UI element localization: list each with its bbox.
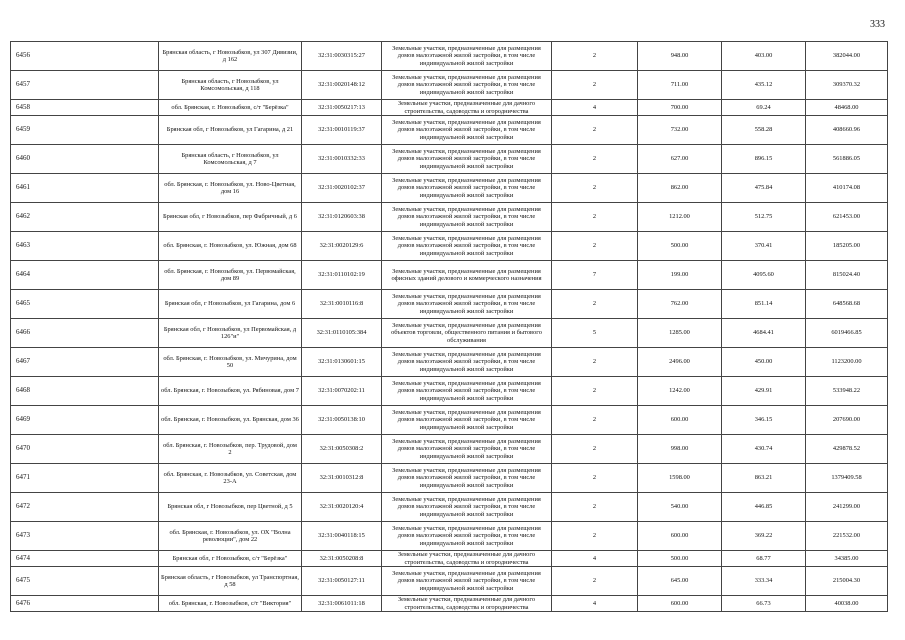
specific-cadastral-value: 475.84 (722, 174, 806, 203)
row-number: 6472 (11, 493, 159, 522)
table-row (11, 348, 888, 377)
table-row (11, 493, 888, 522)
land-use-type: Земельные участки, предназначенные для дачного строительства, садоводства и огородничества (382, 596, 552, 612)
specific-cadastral-value: 450.00 (722, 348, 806, 377)
land-address: обл. Брянская, г. Новозыбков, ул. Первомайская, дом 89 (159, 261, 302, 290)
use-group: 2 (552, 71, 638, 100)
row-number: 6463 (11, 232, 159, 261)
land-area: 500.00 (638, 232, 722, 261)
land-address: Брянская обл, г Новозыбков, пер Фабричный, д 6 (159, 203, 302, 232)
land-area: 1285.00 (638, 319, 722, 348)
cadastral-value: 648568.68 (806, 290, 888, 319)
use-group: 2 (552, 116, 638, 145)
land-address: Брянская обл, г Новозыбков, пер Цветной, д 5 (159, 493, 302, 522)
land-address: обл. Брянская, г. Новозыбков, с/т "Виктория" (159, 596, 302, 612)
row-number: 6473 (11, 522, 159, 551)
cadastral-value: 382044.00 (806, 42, 888, 71)
use-group: 5 (552, 319, 638, 348)
table-row (11, 71, 888, 100)
use-group: 2 (552, 522, 638, 551)
specific-cadastral-value: 403.00 (722, 42, 806, 71)
cadastral-value: 1379409.58 (806, 464, 888, 493)
cadastral-value: 429878.52 (806, 435, 888, 464)
land-use-type: Земельные участки, предназначенные для размещения домов малоэтажной жилой застройки, в том числе индивидуальной жилой застройки (382, 116, 552, 145)
cadastral-value: 621453.00 (806, 203, 888, 232)
land-address: Брянская область, г Новозыбков, ул Транспортная, д 58 (159, 567, 302, 596)
land-use-type: Земельные участки, предназначенные для размещения объектов торговли, общественного питания и бытового обслуживания (382, 319, 552, 348)
land-area: 700.00 (638, 100, 722, 116)
land-use-type: Земельные участки, предназначенные для размещения домов малоэтажной жилой застройки, в том числе индивидуальной жилой застройки (382, 377, 552, 406)
land-address: обл. Брянская, г. Новозыбков, ул. Брянская, дом 36 (159, 406, 302, 435)
cadastral-value: 410174.08 (806, 174, 888, 203)
land-area: 862.00 (638, 174, 722, 203)
specific-cadastral-value: 851.14 (722, 290, 806, 319)
land-use-type: Земельные участки, предназначенные для размещения домов малоэтажной жилой застройки, в том числе индивидуальной жилой застройки (382, 145, 552, 174)
table-row (11, 464, 888, 493)
land-area: 1598.00 (638, 464, 722, 493)
table-row (11, 42, 888, 71)
land-area: 998.00 (638, 435, 722, 464)
table-row (11, 232, 888, 261)
land-address: Брянская обл, г Новозыбков, ул Гагарина, д 21 (159, 116, 302, 145)
land-address: обл. Брянская, г. Новозыбков, ул. ОХ "Волна революции", дом 22 (159, 522, 302, 551)
cadastral-value: 561886.05 (806, 145, 888, 174)
land-area: 732.00 (638, 116, 722, 145)
land-use-type: Земельные участки, предназначенные для размещения домов малоэтажной жилой застройки, в том числе индивидуальной жилой застройки (382, 567, 552, 596)
land-address: обл. Брянская, г. Новозыбков, ул. Южная, дом 68 (159, 232, 302, 261)
cadastral-value: 241299.00 (806, 493, 888, 522)
table-row (11, 377, 888, 406)
use-group: 2 (552, 348, 638, 377)
use-group: 2 (552, 377, 638, 406)
land-area: 600.00 (638, 596, 722, 612)
cadastral-value: 48468.00 (806, 100, 888, 116)
row-number: 6475 (11, 567, 159, 596)
land-address: обл. Брянская, г. Новозыбков, ул. Мичурина, дом 50 (159, 348, 302, 377)
land-area: 1242.00 (638, 377, 722, 406)
row-number: 6471 (11, 464, 159, 493)
land-address: обл. Брянская, г. Новозыбков, ул. Советская, дом 23-А (159, 464, 302, 493)
row-number: 6476 (11, 596, 159, 612)
specific-cadastral-value: 333.34 (722, 567, 806, 596)
row-number: 6456 (11, 42, 159, 71)
use-group: 2 (552, 290, 638, 319)
cadastral-value: 185205.00 (806, 232, 888, 261)
land-area: 1212.00 (638, 203, 722, 232)
land-use-type: Земельные участки, предназначенные для размещения домов малоэтажной жилой застройки, в том числе индивидуальной жилой застройки (382, 435, 552, 464)
land-use-type: Земельные участки, предназначенные для дачного строительства, садоводства и огородничества (382, 100, 552, 116)
land-address: Брянская область, г Новозыбков, ул Комсомольская, д 118 (159, 71, 302, 100)
row-number: 6457 (11, 71, 159, 100)
cadastral-value: 408660.96 (806, 116, 888, 145)
cadastral-number: 32:31:0050208:8 (302, 551, 382, 567)
land-address: Брянская обл, г Новозыбков, ул Гагарина, дом 6 (159, 290, 302, 319)
cadastral-value: 1123200.00 (806, 348, 888, 377)
use-group: 7 (552, 261, 638, 290)
cadastral-number: 32:31:0070202:11 (302, 377, 382, 406)
row-number: 6468 (11, 377, 159, 406)
table-row (11, 596, 888, 612)
cadastral-value: 221532.00 (806, 522, 888, 551)
row-number: 6459 (11, 116, 159, 145)
land-area: 645.00 (638, 567, 722, 596)
land-use-type: Земельные участки, предназначенные для размещения офисных зданий делового и коммерческого назначения (382, 261, 552, 290)
cadastral-number: 32:31:0030315:27 (302, 42, 382, 71)
land-use-type: Земельные участки, предназначенные для размещения домов малоэтажной жилой застройки, в том числе индивидуальной жилой застройки (382, 42, 552, 71)
land-address: Брянская обл, г Новозыбков, ул Первомайская, д 126"и" (159, 319, 302, 348)
use-group: 2 (552, 174, 638, 203)
land-use-type: Земельные участки, предназначенные для размещения домов малоэтажной жилой застройки, в том числе индивидуальной жилой застройки (382, 348, 552, 377)
cadastral-number: 32:31:0020120:4 (302, 493, 382, 522)
land-address: Брянская обл, г Новозыбков, с/т "Берёзка" (159, 551, 302, 567)
land-use-type: Земельные участки, предназначенные для размещения домов малоэтажной жилой застройки, в том числе индивидуальной жилой застройки (382, 406, 552, 435)
use-group: 2 (552, 406, 638, 435)
specific-cadastral-value: 346.15 (722, 406, 806, 435)
row-number: 6464 (11, 261, 159, 290)
land-use-type: Земельные участки, предназначенные для размещения домов малоэтажной жилой застройки, в том числе индивидуальной жилой застройки (382, 464, 552, 493)
cadastral-number: 32:31:0010312:8 (302, 464, 382, 493)
cadastral-number: 32:31:0110105:384 (302, 319, 382, 348)
row-number: 6462 (11, 203, 159, 232)
table-row (11, 116, 888, 145)
land-use-type: Земельные участки, предназначенные для размещения домов малоэтажной жилой застройки, в том числе индивидуальной жилой застройки (382, 71, 552, 100)
use-group: 2 (552, 42, 638, 71)
specific-cadastral-value: 369.22 (722, 522, 806, 551)
table-row (11, 174, 888, 203)
land-use-type: Земельные участки, предназначенные для размещения домов малоэтажной жилой застройки, в том числе индивидуальной жилой застройки (382, 232, 552, 261)
land-area: 711.00 (638, 71, 722, 100)
use-group: 4 (552, 596, 638, 612)
cadastral-value: 40038.00 (806, 596, 888, 612)
cadastral-value: 815024.40 (806, 261, 888, 290)
row-number: 6458 (11, 100, 159, 116)
use-group: 2 (552, 232, 638, 261)
land-address: Брянская область, г Новозыбков, ул 307 Дивизии, д 162 (159, 42, 302, 71)
land-address: обл. Брянская, г. Новозыбков, пер. Трудовой, дом 2 (159, 435, 302, 464)
specific-cadastral-value: 512.75 (722, 203, 806, 232)
land-address: обл. Брянская, г. Новозыбков, с/т "Берёзка" (159, 100, 302, 116)
cadastral-number: 32:31:0020148:12 (302, 71, 382, 100)
cadastral-number: 32:31:0010332:33 (302, 145, 382, 174)
specific-cadastral-value: 435.12 (722, 71, 806, 100)
cadastral-value: 533948.22 (806, 377, 888, 406)
use-group: 2 (552, 464, 638, 493)
land-area: 540.00 (638, 493, 722, 522)
specific-cadastral-value: 370.41 (722, 232, 806, 261)
land-use-type: Земельные участки, предназначенные для дачного строительства, садоводства и огородничества (382, 551, 552, 567)
use-group: 2 (552, 145, 638, 174)
cadastral-number: 32:31:0061011:18 (302, 596, 382, 612)
land-use-type: Земельные участки, предназначенные для размещения домов малоэтажной жилой застройки, в том числе индивидуальной жилой застройки (382, 203, 552, 232)
cadastral-value: 6019466.85 (806, 319, 888, 348)
specific-cadastral-value: 69.24 (722, 100, 806, 116)
use-group: 2 (552, 493, 638, 522)
use-group: 2 (552, 567, 638, 596)
table-row (11, 406, 888, 435)
land-area: 2496.00 (638, 348, 722, 377)
row-number: 6466 (11, 319, 159, 348)
page-number: 333 (870, 19, 885, 30)
land-use-type: Земельные участки, предназначенные для размещения домов малоэтажной жилой застройки, в том числе индивидуальной жилой застройки (382, 522, 552, 551)
land-address: обл. Брянская, г. Новозыбков, ул. Рябиновая, дом 7 (159, 377, 302, 406)
table-row (11, 203, 888, 232)
specific-cadastral-value: 429.91 (722, 377, 806, 406)
land-area: 948.00 (638, 42, 722, 71)
land-use-type: Земельные участки, предназначенные для размещения домов малоэтажной жилой застройки, в том числе индивидуальной жилой застройки (382, 290, 552, 319)
land-area: 600.00 (638, 522, 722, 551)
specific-cadastral-value: 558.28 (722, 116, 806, 145)
land-area: 600.00 (638, 406, 722, 435)
specific-cadastral-value: 68.77 (722, 551, 806, 567)
land-use-type: Земельные участки, предназначенные для размещения домов малоэтажной жилой застройки, в том числе индивидуальной жилой застройки (382, 493, 552, 522)
row-number: 6470 (11, 435, 159, 464)
land-area: 627.00 (638, 145, 722, 174)
row-number: 6469 (11, 406, 159, 435)
use-group: 2 (552, 203, 638, 232)
table-row (11, 145, 888, 174)
cadastral-number: 32:31:0010119:37 (302, 116, 382, 145)
specific-cadastral-value: 66.73 (722, 596, 806, 612)
use-group: 4 (552, 551, 638, 567)
cadastral-number: 32:31:0020102:37 (302, 174, 382, 203)
specific-cadastral-value: 4684.41 (722, 319, 806, 348)
cadastral-number: 32:31:0050308:2 (302, 435, 382, 464)
land-use-type: Земельные участки, предназначенные для размещения домов малоэтажной жилой застройки, в том числе индивидуальной жилой застройки (382, 174, 552, 203)
row-number: 6460 (11, 145, 159, 174)
table-row (11, 567, 888, 596)
cadastral-value: 309370.32 (806, 71, 888, 100)
specific-cadastral-value: 446.85 (722, 493, 806, 522)
row-number: 6474 (11, 551, 159, 567)
cadastral-value: 207690.00 (806, 406, 888, 435)
table-row (11, 261, 888, 290)
specific-cadastral-value: 430.74 (722, 435, 806, 464)
use-group: 2 (552, 435, 638, 464)
land-area: 500.00 (638, 551, 722, 567)
cadastral-number: 32:31:0040118:15 (302, 522, 382, 551)
cadastral-number: 32:31:0010116:8 (302, 290, 382, 319)
cadastral-number: 32:31:0110102:19 (302, 261, 382, 290)
cadastral-number: 32:31:0050217:13 (302, 100, 382, 116)
land-address: Брянская область, г Новозыбков, ул Комсомольская, д 7 (159, 145, 302, 174)
specific-cadastral-value: 896.15 (722, 145, 806, 174)
table-body (11, 42, 888, 612)
cadastral-number: 32:31:0120603:38 (302, 203, 382, 232)
land-area: 762.00 (638, 290, 722, 319)
cadastral-value-table (10, 41, 888, 612)
land-address: обл. Брянская, г. Новозыбков, ул. Ново-Цветная, дом 16 (159, 174, 302, 203)
specific-cadastral-value: 863.21 (722, 464, 806, 493)
table-row (11, 435, 888, 464)
cadastral-number: 32:31:0020129:6 (302, 232, 382, 261)
table-row (11, 100, 888, 116)
table-row (11, 522, 888, 551)
cadastral-value: 34385.00 (806, 551, 888, 567)
row-number: 6467 (11, 348, 159, 377)
table-row (11, 551, 888, 567)
cadastral-value: 215004.30 (806, 567, 888, 596)
specific-cadastral-value: 4095.60 (722, 261, 806, 290)
row-number: 6465 (11, 290, 159, 319)
cadastral-number: 32:31:0050138:10 (302, 406, 382, 435)
land-area: 199.00 (638, 261, 722, 290)
cadastral-number: 32:31:0050127:11 (302, 567, 382, 596)
cadastral-number: 32:31:0130601:15 (302, 348, 382, 377)
use-group: 4 (552, 100, 638, 116)
table-row (11, 290, 888, 319)
table-row (11, 319, 888, 348)
row-number: 6461 (11, 174, 159, 203)
